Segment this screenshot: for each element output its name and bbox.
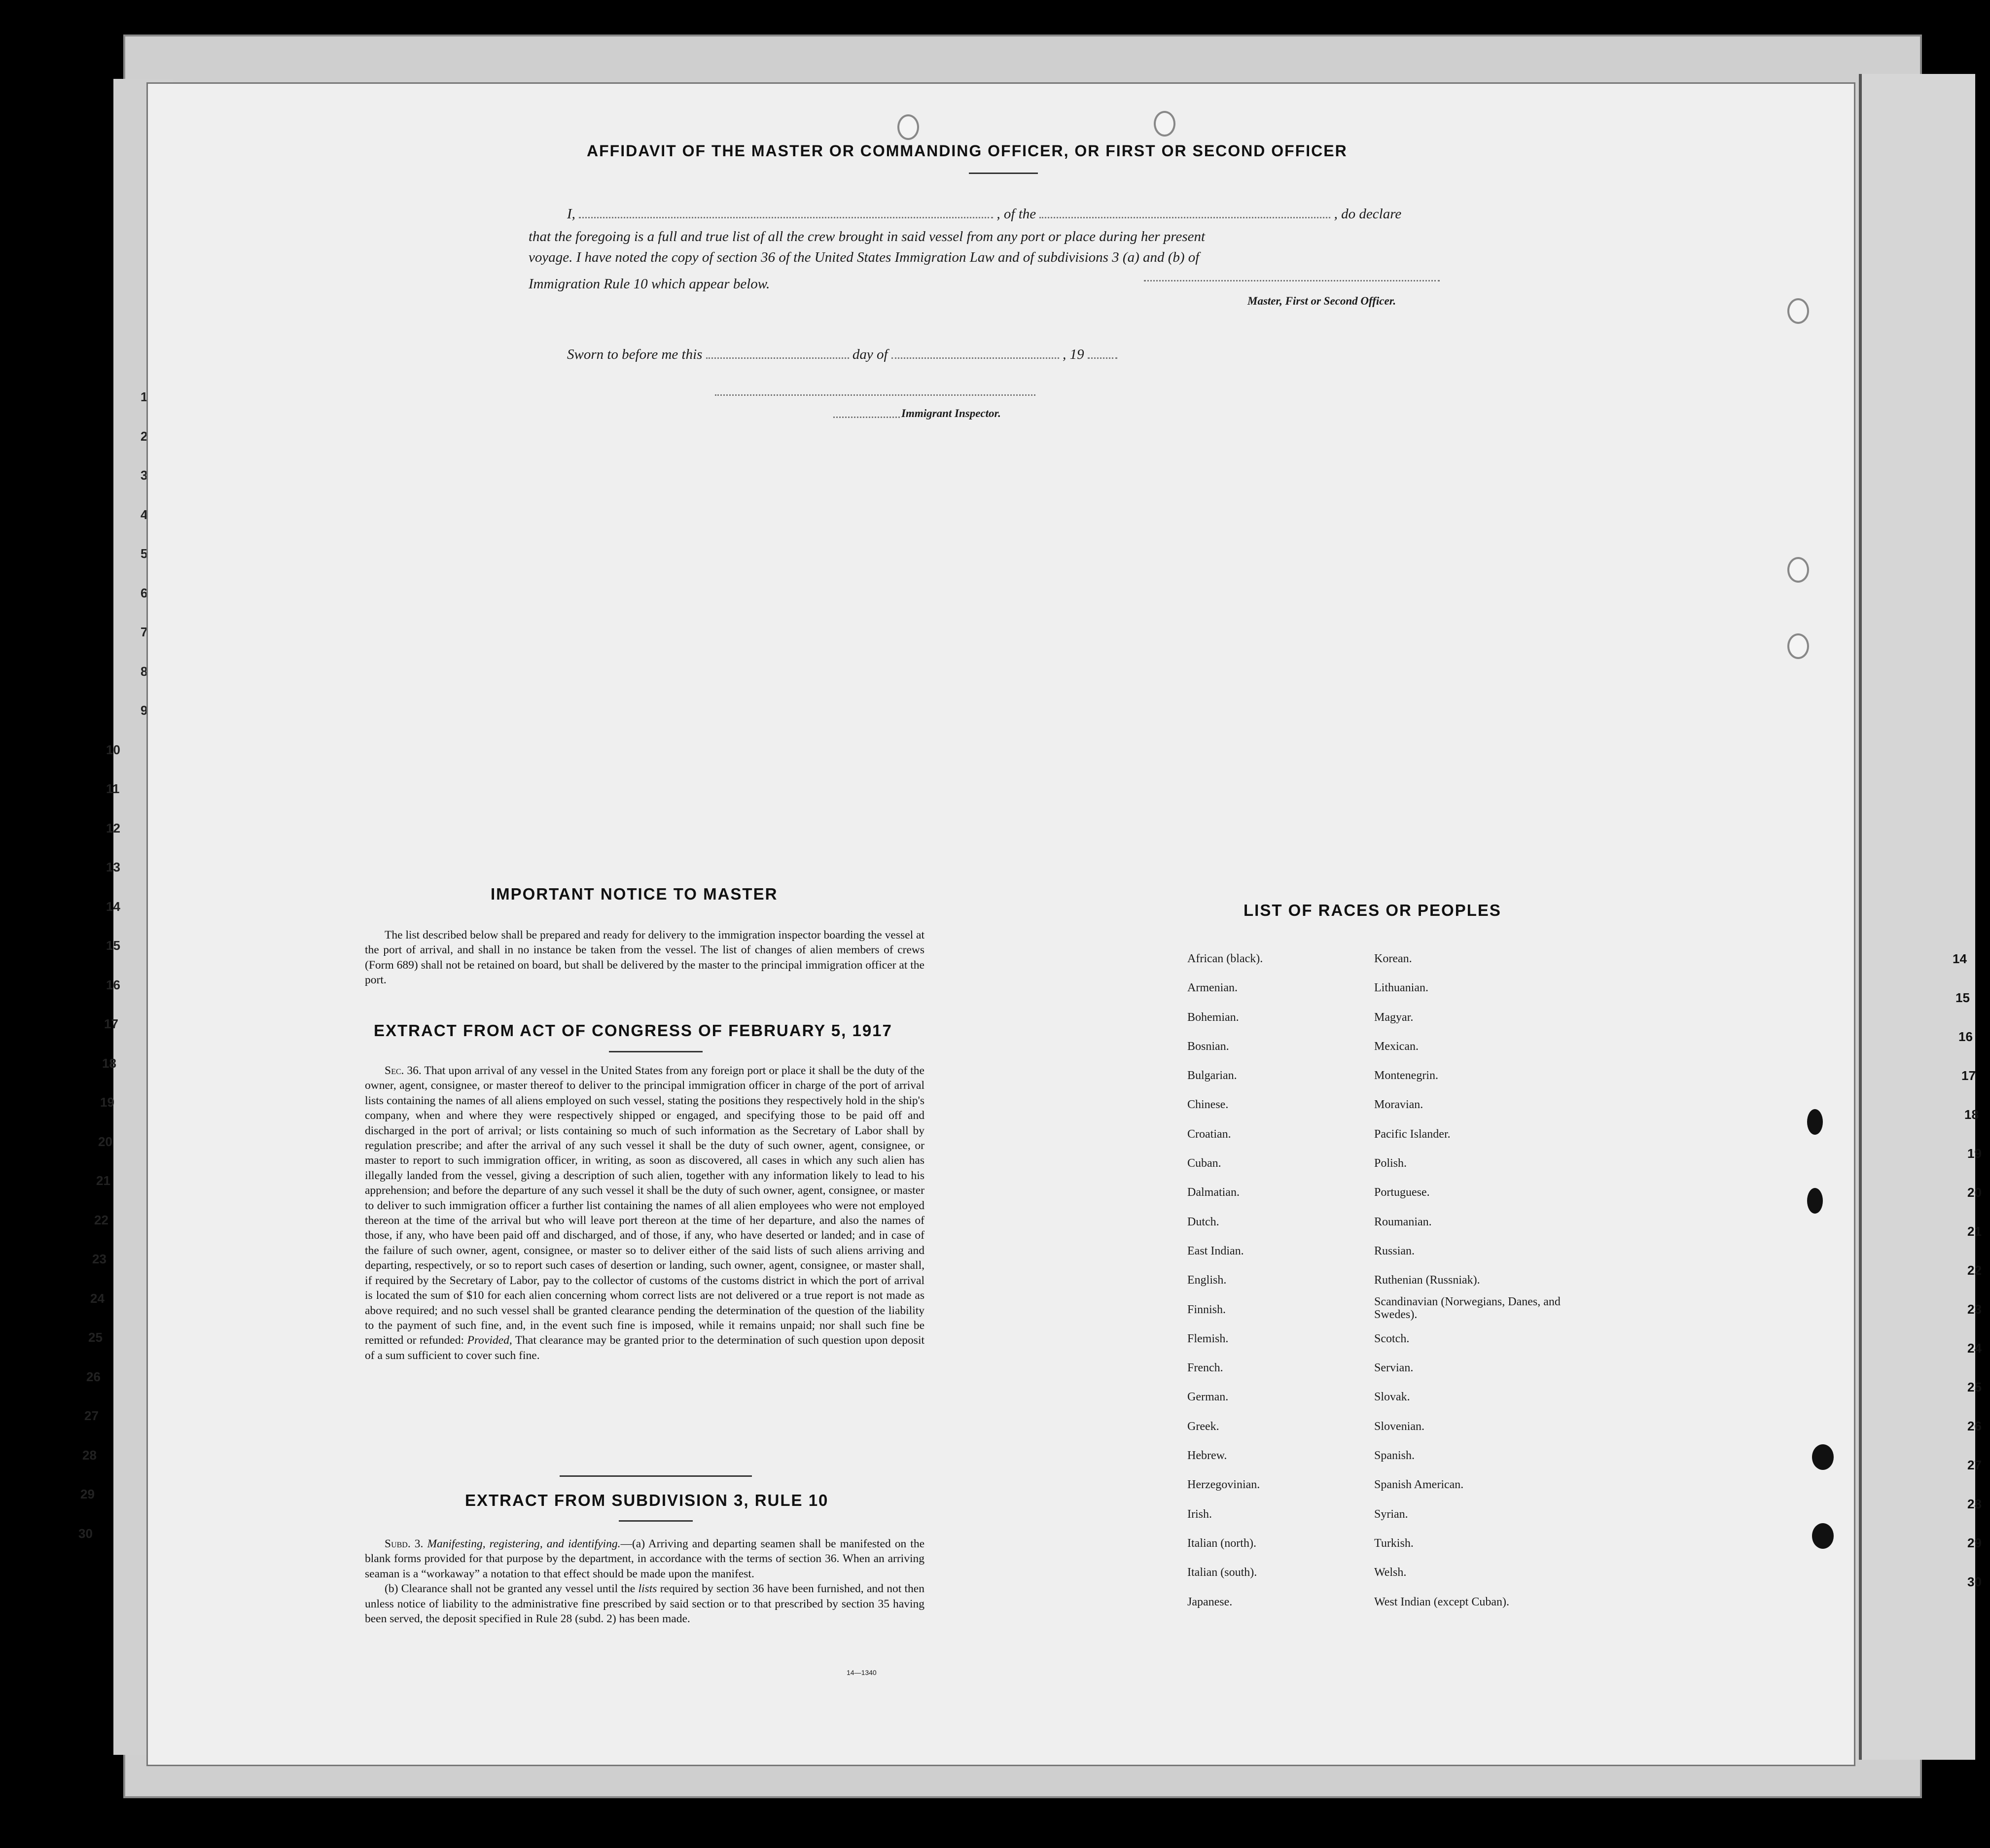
notice-text [365, 928, 924, 988]
rule-extract-text [365, 1536, 924, 1626]
row-number: 21 [96, 1173, 110, 1188]
back-sheet-right [1859, 74, 1975, 1760]
day-of-label: day of [852, 347, 888, 362]
race-entry: Herzegovinian. [1187, 1478, 1260, 1492]
row-number: 25 [88, 1330, 103, 1345]
affidavit-title: AFFIDAVIT OF THE MASTER OR COMMANDING OFFICER, OR FIRST OR SECOND OFFICER [587, 142, 1348, 160]
race-entry: East Indian. [1187, 1244, 1244, 1257]
punch-hole [1812, 1444, 1834, 1470]
row-number: 18 [102, 1055, 116, 1071]
punch-hole [1807, 1188, 1823, 1214]
row-number: 25 [1967, 1380, 1982, 1395]
sworn-day-blank[interactable] [706, 357, 849, 359]
race-entry: Bulgarian. [1187, 1069, 1237, 1082]
vessel-name-blank[interactable] [1039, 217, 1330, 218]
row-number: 16 [106, 977, 120, 992]
race-entry: Chinese. [1187, 1098, 1229, 1112]
sworn-month-blank[interactable] [891, 357, 1059, 359]
year-prefix: , 19 [1063, 347, 1084, 362]
row-number: 27 [84, 1408, 99, 1423]
clause-a-text: Arriving and departing seamen shall be manifested on the blank forms provided for that purpose by the department, in accordance with the terms of section 36. When an arriving seaman is a “workaway” a notation to that effect should be made upon the manifest. [365, 1537, 924, 1580]
race-entry: Flemish. [1187, 1332, 1229, 1345]
row-number: 19 [1967, 1146, 1982, 1161]
clause-b-lists: lists [638, 1582, 657, 1596]
race-entry: Servian. [1374, 1361, 1414, 1375]
sworn-line [567, 347, 1117, 363]
of-the-label: , of the [996, 206, 1036, 222]
subdivision-heading: Manifesting, registering, and identifying. [427, 1537, 621, 1550]
punch-hole [1807, 1109, 1823, 1135]
races-title: LIST OF RACES OR PEOPLES [1244, 901, 1501, 919]
row-number: 24 [90, 1290, 105, 1306]
row-number: 11 [106, 781, 120, 796]
race-entry: Scandinavian (Norwegians, Danes, and Swedes). [1374, 1295, 1561, 1321]
clause-b-text-2: required by section 36 have been furnished, and not then unless notice of liability to the administrative fine prescribed by said section or to that prescribed by section 35 having been served, the deposit specified in Rule 28 (subd. 2) has been made. [365, 1582, 924, 1626]
race-entry: Italian (south). [1187, 1566, 1257, 1579]
race-entry: West Indian (except Cuban). [1374, 1595, 1509, 1608]
row-number: 30 [1967, 1574, 1982, 1589]
divider [560, 1475, 752, 1477]
subdivision-label: Subd. 3. [385, 1537, 424, 1550]
row-number: 2 [141, 428, 148, 444]
race-entry: Russian. [1374, 1244, 1415, 1257]
inspector-signature-blank[interactable] [715, 394, 1035, 396]
act-extract-title: EXTRACT FROM ACT OF CONGRESS OF FEBRUARY 5, 1917 [374, 1021, 892, 1040]
divider [619, 1520, 693, 1522]
punch-hole [1812, 1523, 1834, 1549]
row-number: 16 [1958, 1029, 1973, 1044]
row-number: 14 [1953, 951, 1967, 966]
race-entry: Lithuanian. [1374, 981, 1428, 995]
race-entry: Dalmatian. [1187, 1186, 1240, 1199]
race-entry: Welsh. [1374, 1566, 1407, 1579]
row-number: 6 [141, 585, 148, 600]
row-number: 24 [1967, 1341, 1982, 1356]
race-entry: French. [1187, 1361, 1223, 1375]
race-entry: Dutch. [1187, 1215, 1219, 1228]
section-label: Sec. 36. [385, 1064, 422, 1077]
declaration-line-1 [567, 206, 1401, 222]
row-number: 12 [106, 820, 120, 836]
race-entry: Spanish American. [1374, 1478, 1464, 1492]
row-number: 22 [1967, 1263, 1982, 1278]
rule-extract-title: EXTRACT FROM SUBDIVISION 3, RULE 10 [465, 1491, 829, 1509]
races-left-column [1187, 944, 1263, 1617]
punch-hole [1787, 557, 1809, 583]
clause-a-label: —(a) [620, 1537, 645, 1550]
row-number: 23 [92, 1252, 107, 1266]
clause-b-text-1: Clearance shall not be granted any vessel until the [401, 1582, 636, 1596]
row-number: 14 [106, 899, 120, 914]
declarant-name-blank[interactable] [579, 217, 993, 218]
race-entry: Mexican. [1374, 1040, 1419, 1053]
master-signature-label: Master, First or Second Officer. [1247, 295, 1396, 307]
row-number: 23 [1967, 1302, 1982, 1317]
races-right-column [1374, 944, 1562, 1617]
declaration-line-3: voyage. I have noted the copy of section 36 of the United States Immigration Law and of subdivisions 3 (a) and (b) of [529, 249, 1200, 265]
document-page [148, 84, 1854, 1765]
row-number: 28 [1967, 1497, 1982, 1511]
row-number: 7 [141, 625, 148, 639]
punch-hole [897, 114, 919, 140]
row-number: 27 [1967, 1458, 1982, 1472]
master-signature-blank[interactable] [1144, 280, 1440, 281]
race-entry: Armenian. [1187, 981, 1238, 995]
row-number: 29 [1967, 1535, 1982, 1550]
section-36-end: That clearance may be granted prior to the determination of such question upon deposit of a sum sufficient to cover such fine. [365, 1334, 925, 1362]
row-number: 1 [141, 389, 148, 404]
do-declare-label: , do declare [1334, 206, 1402, 222]
row-number: 8 [141, 663, 148, 679]
row-number: 17 [104, 1016, 118, 1031]
inspector-signature-blank-2[interactable] [833, 417, 900, 418]
race-entry: African (black). [1187, 952, 1263, 965]
declaration-line-4: Immigration Rule 10 which appear below. [529, 276, 770, 292]
race-entry: Irish. [1187, 1507, 1212, 1521]
declarant-prefix: I, [567, 206, 575, 222]
row-number: 26 [86, 1369, 101, 1384]
race-entry: Hebrew. [1187, 1449, 1227, 1463]
race-entry: English. [1187, 1274, 1227, 1287]
race-entry: Japanese. [1187, 1595, 1233, 1608]
race-entry: Ruthenian (Russniak). [1374, 1274, 1480, 1287]
race-entry: Pacific Islander. [1374, 1127, 1451, 1141]
row-number: 13 [106, 860, 120, 874]
row-number: 21 [1967, 1224, 1982, 1239]
row-number: 18 [1964, 1107, 1979, 1122]
divider [609, 1051, 703, 1052]
declaration-line-2: that the foregoing is a full and true list of all the crew brought in said vessel from any port or place during her present [529, 229, 1206, 244]
row-number: 20 [1967, 1185, 1982, 1200]
race-entry: Spanish. [1374, 1449, 1415, 1463]
race-entry: Italian (north). [1187, 1536, 1256, 1550]
race-entry: Greek. [1187, 1420, 1219, 1433]
provided-word: Provided, [467, 1334, 512, 1347]
sworn-year-blank[interactable] [1088, 357, 1117, 359]
race-entry: Scotch. [1374, 1332, 1410, 1345]
row-number: 5 [141, 546, 148, 561]
race-entry: Slovak. [1374, 1391, 1410, 1404]
divider [969, 173, 1038, 174]
section-36-body: That upon arrival of any vessel in the United States from any foreign port or place it shall be the duty of the owner, agent, consignee, or master thereof to deliver to the principal immigration officer in charge of the port of arrival lists containing the names of all aliens employed on such vessel, stating the positions they respectively hold in the ship's company, when and where they were respectively shipped or engaged, and specifying those to be paid off and discharged in the port of arrival; or lists containing so much of such information as the Secretary of Labor shall by regulation prescribe; and after the arrival of any such vessel it shall be the duty of such owner, agent, consignee, or master to report to such immigration officer, in writing, as soon as discovered, all cases in which any such alien has illegally landed from the vessel, giving a description of such alien, together with any information likely to lead to his apprehension; and before the departure of any such vessel it shall be the duty of such owner, agent, consignee, or master to deliver to such immigration officer a further list containing the names of all alien employees who were not employed thereon at the time of the arrival but who will leave port thereon at the time of her departure, and also the names of those, if any, who have been paid off and discharged, and of those, if any, who have deserted or landed; and in case of the failure of such owner, agent, consignee, or master so to deliver either of the said lists of such aliens arriving and departing, respectively, or so to report such cases of desertion or landing, such owner, agent, consignee, or master shall, if required by the Secretary of Labor, pay to the collector of customs of the customs district in which the port of arrival is located the sum of $10 for each alien concerning whom correct lists are not delivered or a true report is not made as above required; and no such vessel shall be granted clearance pending the determination of the question of the liability to the payment of such fine, and, in the event such fine is imposed, while it remains unpaid; nor shall such fine be remitted or refunded: [365, 1064, 924, 1347]
row-number: 10 [106, 742, 120, 757]
inspector-signature-label: Immigrant Inspector. [901, 407, 1001, 419]
race-entry: Polish. [1374, 1157, 1407, 1170]
race-entry: Cuban. [1187, 1157, 1221, 1170]
race-entry: Korean. [1374, 952, 1412, 965]
race-entry: Bohemian. [1187, 1011, 1239, 1024]
row-number: 9 [141, 703, 148, 718]
row-number: 29 [80, 1487, 95, 1501]
row-number: 19 [100, 1095, 114, 1110]
punch-hole [1154, 111, 1175, 137]
row-number: 3 [141, 468, 148, 483]
race-entry: Montenegrin. [1374, 1069, 1438, 1082]
punch-hole [1787, 633, 1809, 659]
race-entry: Turkish. [1374, 1536, 1414, 1550]
race-entry: Moravian. [1374, 1098, 1423, 1112]
row-number: 22 [94, 1212, 108, 1227]
row-number: 26 [1967, 1419, 1982, 1433]
race-entry: Portuguese. [1374, 1186, 1430, 1199]
race-entry: Roumanian. [1374, 1215, 1432, 1228]
row-number: 15 [106, 938, 120, 953]
race-entry: Finnish. [1187, 1303, 1226, 1316]
row-number: 15 [1955, 990, 1970, 1005]
race-entry: Bosnian. [1187, 1040, 1229, 1053]
race-entry: Magyar. [1374, 1011, 1414, 1024]
act-extract-text [365, 1063, 924, 1363]
clause-b-label: (b) [385, 1582, 398, 1596]
race-entry: German. [1187, 1391, 1229, 1404]
punch-hole [1787, 298, 1809, 324]
race-entry: Slovenian. [1374, 1420, 1424, 1433]
notice-title: IMPORTANT NOTICE TO MASTER [491, 885, 778, 903]
row-number: 17 [1961, 1068, 1976, 1083]
row-number: 30 [78, 1526, 93, 1541]
form-number: 14—1340 [847, 1669, 877, 1676]
race-entry: Croatian. [1187, 1127, 1231, 1141]
notice-paragraph: The list described below shall be prepared and ready for delivery to the immigration inspector boarding the vessel at the port of arrival, and shall in no instance be taken from the vessel. The list of changes of alien members of crews (Form 689) shall not be retained on board, but shall be delivered by the master to the principal immigration officer at the port. [365, 929, 924, 987]
row-number: 28 [82, 1447, 97, 1463]
row-number: 20 [98, 1134, 112, 1149]
row-number: 4 [141, 507, 148, 522]
race-entry: Syrian. [1374, 1507, 1408, 1521]
sworn-label: Sworn to before me this [567, 347, 703, 362]
